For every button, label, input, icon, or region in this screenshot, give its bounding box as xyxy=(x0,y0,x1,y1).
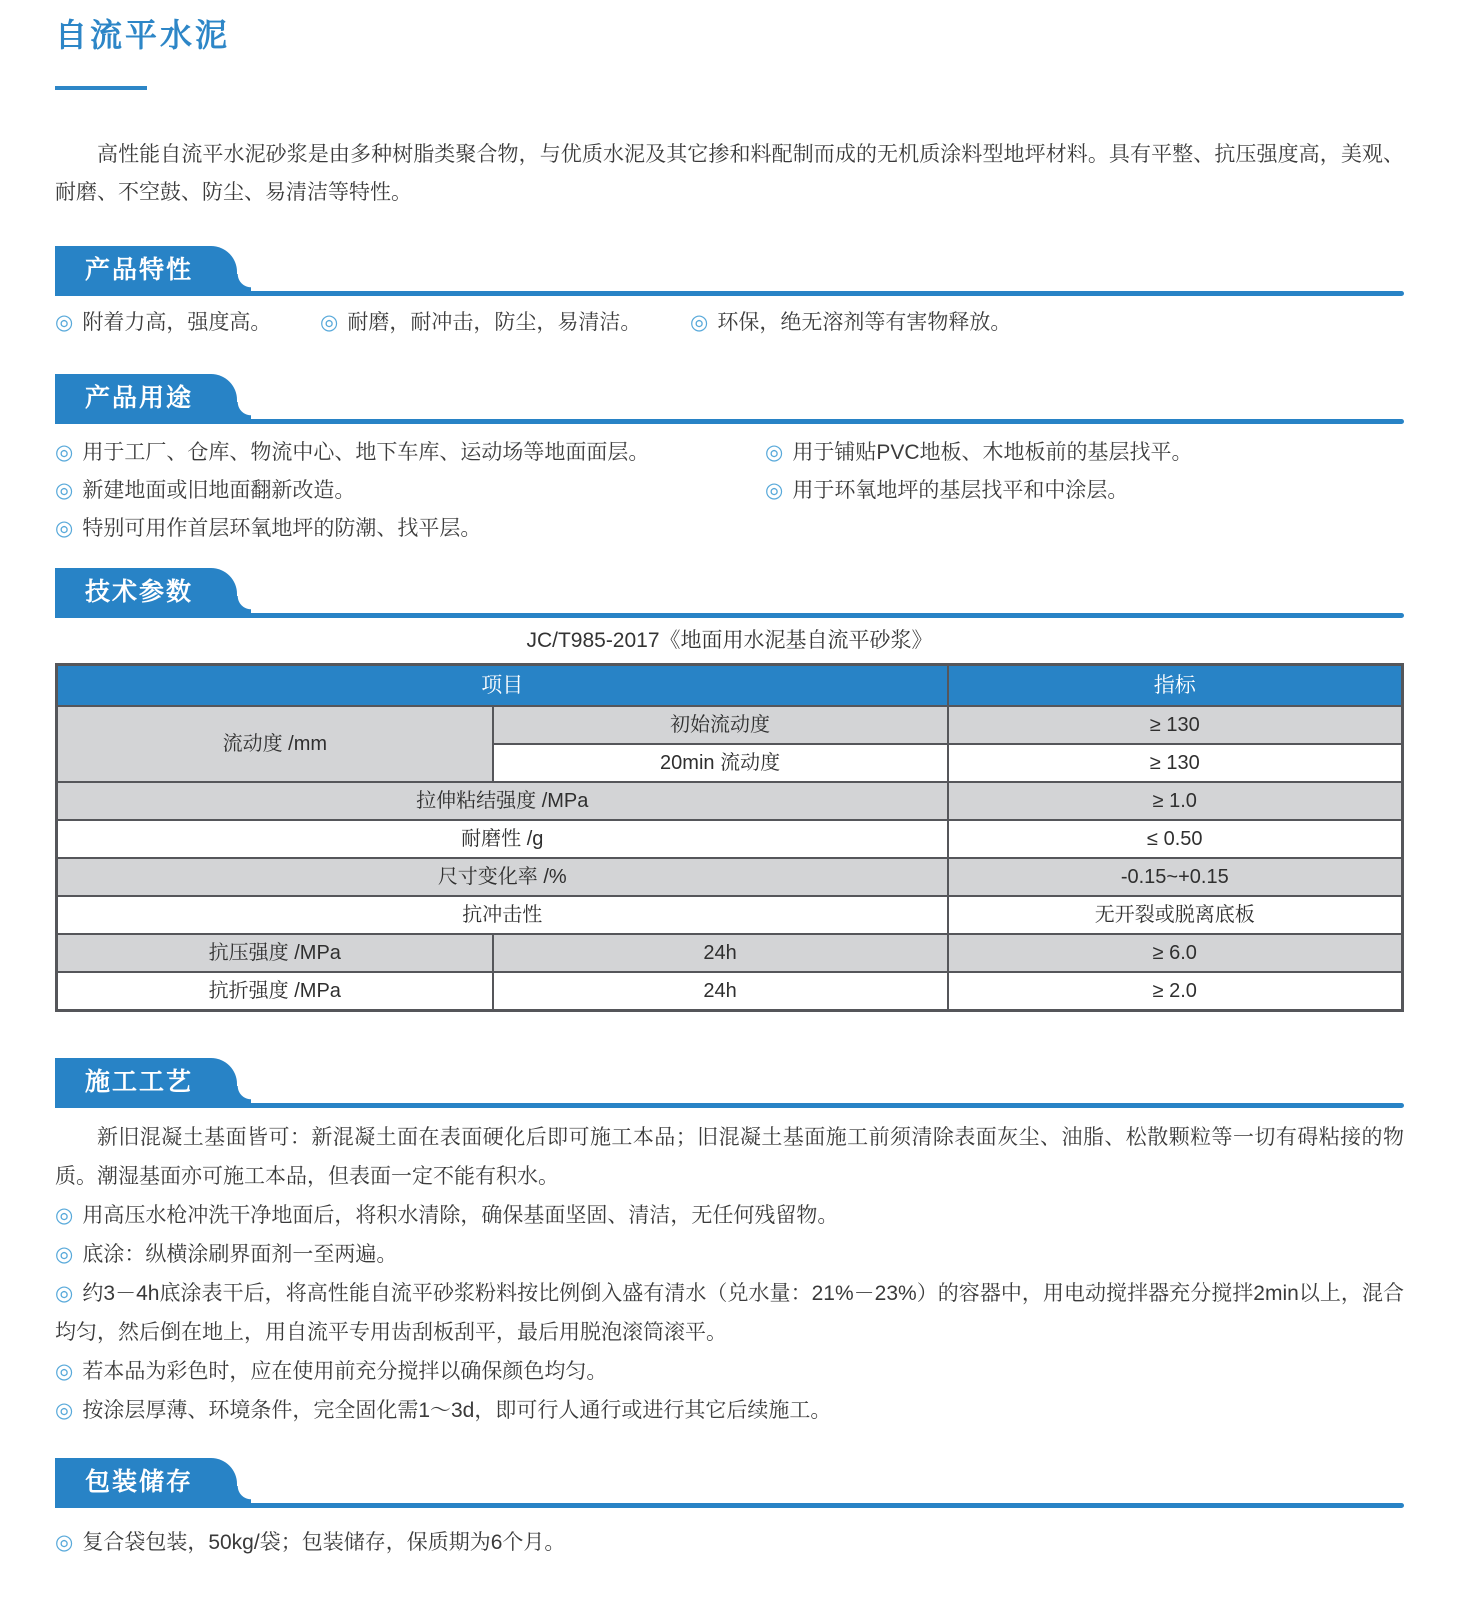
section-rule xyxy=(55,1503,1404,1508)
table-cell-value: ≥ 130 xyxy=(948,744,1403,782)
section-header-specs xyxy=(55,566,1404,618)
use-text: 用于铺贴PVC地板、木地板前的基层找平。 xyxy=(792,441,1193,464)
section-tab-process xyxy=(55,1058,237,1106)
list-item xyxy=(55,476,765,506)
bullet-icon: ◎ xyxy=(55,1282,74,1305)
table-cell-label: 流动度 /mm xyxy=(57,706,493,782)
section-header-features xyxy=(55,244,1404,296)
features-list xyxy=(55,308,1404,338)
section-tab-label: 施工工艺 xyxy=(85,1068,194,1096)
list-item xyxy=(55,438,765,468)
list-item xyxy=(55,308,320,338)
uses-list xyxy=(55,438,1404,552)
section-header-packaging xyxy=(55,1456,1404,1508)
table-cell-sub: 24h xyxy=(493,972,948,1011)
list-item xyxy=(320,308,690,338)
table-row xyxy=(57,706,1403,744)
use-text: 新建地面或旧地面翻新改造。 xyxy=(82,479,356,502)
section-rule xyxy=(55,613,1404,618)
bullet-icon: ◎ xyxy=(55,517,74,540)
section-rule xyxy=(55,419,1404,424)
list-item xyxy=(55,1391,1404,1430)
table-cell-label: 拉伸粘结强度 /MPa xyxy=(57,782,948,820)
process-step-text: 按涂层厚薄、环境条件，完全固化需1～3d，即可行人通行或进行其它后续施工。 xyxy=(82,1399,832,1422)
section-header-uses xyxy=(55,372,1404,424)
use-text: 用于工厂、仓库、物流中心、地下车库、运动场等地面面层。 xyxy=(82,441,650,464)
table-cell-value: 无开裂或脱离底板 xyxy=(948,896,1403,934)
list-item xyxy=(55,1274,1404,1352)
use-text: 用于环氧地坪的基层找平和中涂层。 xyxy=(792,479,1129,502)
bullet-icon: ◎ xyxy=(320,311,339,334)
standard-caption: JC/T985-2017《地面用水泥基自流平砂浆》 xyxy=(526,629,933,652)
section-header-process xyxy=(55,1056,1404,1108)
process-step-text: 底涂：纵横涂刷界面剂一至两遍。 xyxy=(82,1243,398,1266)
list-item xyxy=(765,476,1404,506)
table-row xyxy=(57,858,1403,896)
section-tab-label: 产品用途 xyxy=(85,384,194,412)
section-tab-packaging xyxy=(55,1458,237,1506)
table-row xyxy=(57,896,1403,934)
title-underline xyxy=(55,86,147,90)
section-tab-label: 包装储存 xyxy=(85,1468,194,1496)
bullet-icon: ◎ xyxy=(765,441,784,464)
bullet-icon: ◎ xyxy=(55,479,74,502)
section-tab-features xyxy=(55,246,237,294)
list-item xyxy=(55,1352,1404,1391)
uses-right-column xyxy=(765,438,1404,552)
table-row xyxy=(57,782,1403,820)
table-row xyxy=(57,972,1403,1011)
table-cell-value: ≥ 2.0 xyxy=(948,972,1403,1011)
table-header-index: 指标 xyxy=(948,665,1403,707)
list-item xyxy=(55,1235,1404,1274)
table-cell-value: -0.15~+0.15 xyxy=(948,858,1403,896)
section-tab-specs xyxy=(55,568,237,616)
bullet-icon: ◎ xyxy=(55,1399,74,1422)
table-cell-value: ≤ 0.50 xyxy=(948,820,1403,858)
page-title: 自流平水泥 xyxy=(55,17,231,53)
section-tab-label: 产品特性 xyxy=(85,256,194,284)
feature-text: 环保，绝无溶剂等有害物释放。 xyxy=(717,311,1012,334)
list-item xyxy=(690,308,1011,338)
bullet-icon: ◎ xyxy=(55,441,74,464)
list-item xyxy=(55,514,765,544)
specs-table xyxy=(55,663,1404,1012)
table-row xyxy=(57,820,1403,858)
table-cell-value: ≥ 130 xyxy=(948,706,1403,744)
table-row xyxy=(57,934,1403,972)
bullet-icon: ◎ xyxy=(55,1204,74,1227)
table-header-row xyxy=(57,665,1403,707)
table-cell-label: 耐磨性 /g xyxy=(57,820,948,858)
section-tab-uses xyxy=(55,374,237,422)
process-intro: 新旧混凝土基面皆可：新混凝土面在表面硬化后即可施工本品；旧混凝土基面施工前须清除表面灰尘、油脂、松散颗粒等一切有碍粘接的物质。潮湿基面亦可施工本品，但表面一定不能有积水。 xyxy=(55,1126,1404,1188)
bullet-icon: ◎ xyxy=(55,1531,74,1554)
table-header-item: 项目 xyxy=(57,665,948,707)
list-item xyxy=(55,1196,1404,1235)
list-item xyxy=(55,1528,1404,1558)
packaging-text: 复合袋包装，50kg/袋；包装储存，保质期为6个月。 xyxy=(82,1531,566,1554)
table-cell-sub: 24h xyxy=(493,934,948,972)
table-cell-sub: 20min 流动度 xyxy=(493,744,948,782)
process-step-text: 用高压水枪冲洗干净地面后，将积水清除，确保基面坚固、清洁，无任何残留物。 xyxy=(82,1204,839,1227)
table-cell-sub: 初始流动度 xyxy=(493,706,948,744)
intro-paragraph: 高性能自流平水泥砂浆是由多种树脂类聚合物，与优质水泥及其它掺和料配制而成的无机质涂料型地坪材料。具有平整、抗压强度高，美观、耐磨、不空鼓、防尘、易清洁等特性。 xyxy=(55,143,1404,204)
table-cell-value: ≥ 1.0 xyxy=(948,782,1403,820)
table-cell-label: 抗折强度 /MPa xyxy=(57,972,493,1011)
bullet-icon: ◎ xyxy=(765,479,784,502)
table-cell-label: 尺寸变化率 /% xyxy=(57,858,948,896)
bullet-icon: ◎ xyxy=(55,311,74,334)
process-step-text: 约3－4h底涂表干后，将高性能自流平砂浆粉料按比例倒入盛有清水（兑水量：21%－23%）的容器中，用电动搅拌器充分搅拌2min以上，混合均匀，然后倒在地上，用自流平专用齿刮板刮平，最后用脱泡滚筒滚平。 xyxy=(55,1282,1404,1344)
use-text: 特别可用作首层环氧地坪的防潮、找平层。 xyxy=(82,517,482,540)
process-step-text: 若本品为彩色时，应在使用前充分搅拌以确保颜色均匀。 xyxy=(82,1360,608,1383)
bullet-icon: ◎ xyxy=(55,1243,74,1266)
list-item xyxy=(765,438,1404,468)
bullet-icon: ◎ xyxy=(55,1360,74,1383)
uses-left-column xyxy=(55,438,765,552)
table-cell-label: 抗压强度 /MPa xyxy=(57,934,493,972)
section-rule xyxy=(55,291,1404,296)
table-cell-label: 抗冲击性 xyxy=(57,896,948,934)
section-rule xyxy=(55,1103,1404,1108)
bullet-icon: ◎ xyxy=(690,311,709,334)
section-tab-label: 技术参数 xyxy=(85,578,194,606)
feature-text: 附着力高，强度高。 xyxy=(82,311,272,334)
feature-text: 耐磨，耐冲击，防尘，易清洁。 xyxy=(347,311,642,334)
table-cell-value: ≥ 6.0 xyxy=(948,934,1403,972)
